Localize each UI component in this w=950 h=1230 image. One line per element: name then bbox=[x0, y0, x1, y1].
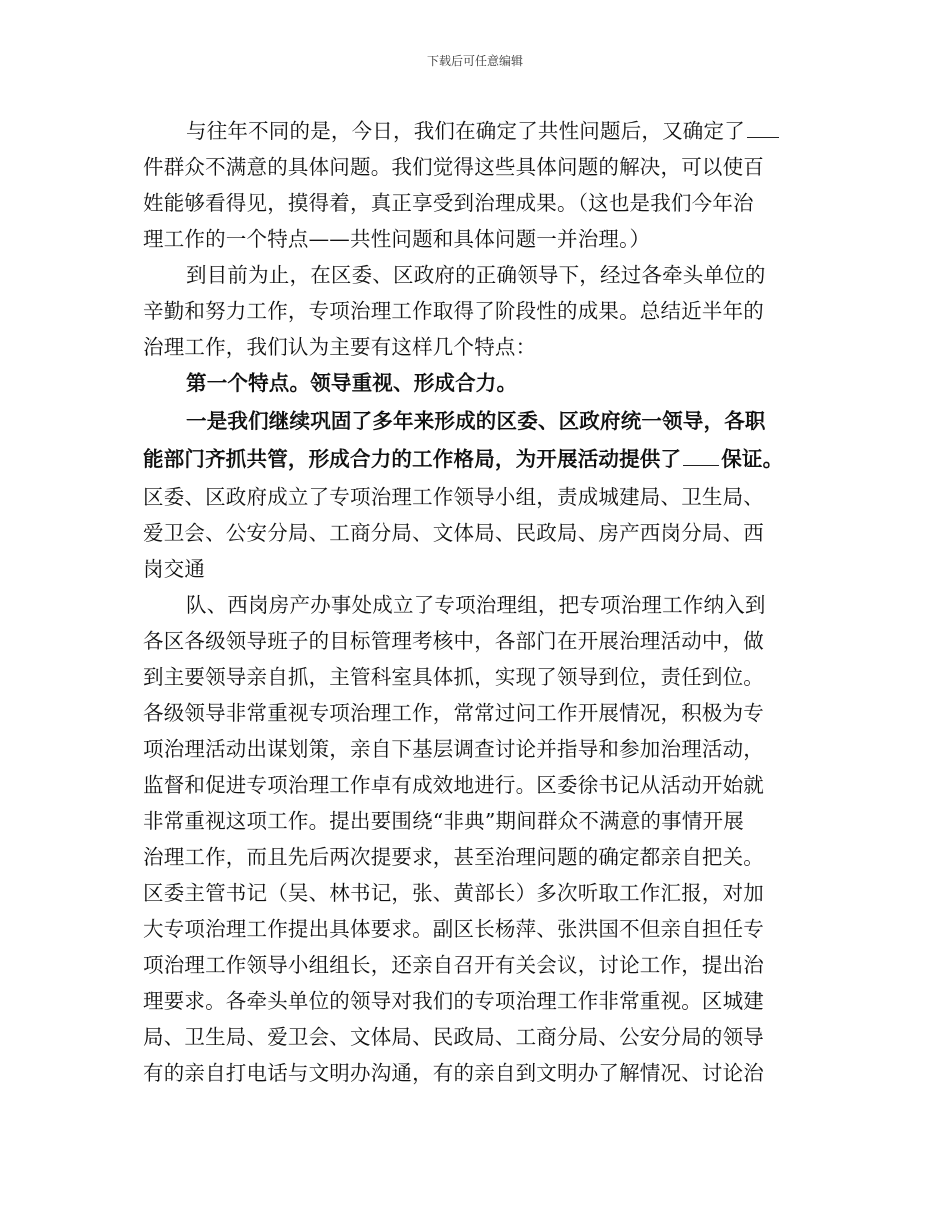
body-line: 岗交通 bbox=[143, 557, 206, 581]
body-line: 监督和促进专项治理工作卓有成效地进行。区委徐书记从活动开始就 bbox=[143, 773, 764, 797]
fill-in-blank bbox=[683, 447, 719, 466]
body-line: 项治理工作领导小组组长，还亲自召开有关会议，讨论工作，提出治 bbox=[143, 953, 764, 977]
body-line: 件群众不满意的具体问题。我们觉得这些具体问题的解决，可以使百 bbox=[143, 155, 764, 179]
body-line: 治理工作，而且先后两次提要求，甚至治理问题的确定都亲自把关。 bbox=[143, 845, 764, 869]
body-line: 大专项治理工作提出具体要求。副区长杨萍、张洪国不但亲自担任专 bbox=[143, 917, 764, 941]
body-line bbox=[186, 117, 781, 145]
body-line: 各区各级领导班子的目标管理考核中，各部门在开展治理活动中，做 bbox=[143, 629, 764, 653]
body-line: 局、卫生局、爱卫会、文体局、民政局、工商分局、公安分局的领导 bbox=[143, 1025, 764, 1049]
body-line: 理工作的一个特点——共性问题和具体问题一并治理。） bbox=[143, 227, 651, 251]
body-line: 治理工作，我们认为主要有这样几个特点： bbox=[143, 335, 537, 359]
body-line: 理要求。各牵头单位的领导对我们的专项治理工作非常重视。区城建 bbox=[143, 989, 764, 1013]
section-heading: 第一个特点。领导重视、形成合力。 bbox=[186, 371, 518, 395]
body-line-bold: 一是我们继续巩固了多年来形成的区委、区政府统一领导，各职 bbox=[186, 409, 766, 433]
body-line: 队、西岗房产办事处成立了专项治理组，把专项治理工作纳入到 bbox=[186, 593, 766, 617]
line-text: 与往年不同的是，今日，我们在确定了共性问题后，又确定了 bbox=[186, 119, 745, 143]
body-line: 爱卫会、公安分局、工商分局、文体局、民政局、房产西岗分局、西 bbox=[143, 521, 764, 545]
body-line: 姓能够看得见，摸得着，真正享受到治理成果。（这也是我们今年治 bbox=[143, 191, 754, 215]
body-line: 区委主管书记（吴、林书记，张、黄部长）多次听取工作汇报，对加 bbox=[143, 881, 764, 905]
body-line-bold bbox=[143, 445, 783, 473]
body-line: 到目前为止，在区委、区政府的正确领导下，经过各牵头单位的 bbox=[186, 263, 766, 287]
fill-in-blank bbox=[747, 119, 779, 138]
body-line: 到主要领导亲自抓，主管科室具体抓，实现了领导到位，责任到位。 bbox=[143, 665, 764, 689]
page-header: 下载后可任意编辑 bbox=[426, 54, 523, 68]
body-line: 项治理活动出谋划策，亲自下基层调查讨论并指导和参加治理活动， bbox=[143, 737, 764, 761]
body-line: 有的亲自打电话与文明办沟通，有的亲自到文明办了解情况、讨论治 bbox=[143, 1061, 764, 1085]
line-text: 保证。 bbox=[721, 447, 784, 471]
line-text: 能部门齐抓共管，形成合力的工作格局，为开展活动提供了 bbox=[143, 447, 682, 471]
body-line: 区委、区政府成立了专项治理工作领导小组，责成城建局、卫生局、 bbox=[143, 485, 764, 509]
body-line: 非常重视这项工作。提出要围绕“非典”期间群众不满意的事情开展 bbox=[143, 809, 744, 833]
body-line: 各级领导非常重视专项治理工作，常常过问工作开展情况，积极为专 bbox=[143, 701, 764, 725]
body-line: 辛勤和努力工作，专项治理工作取得了阶段性的成果。总结近半年的 bbox=[143, 299, 764, 323]
